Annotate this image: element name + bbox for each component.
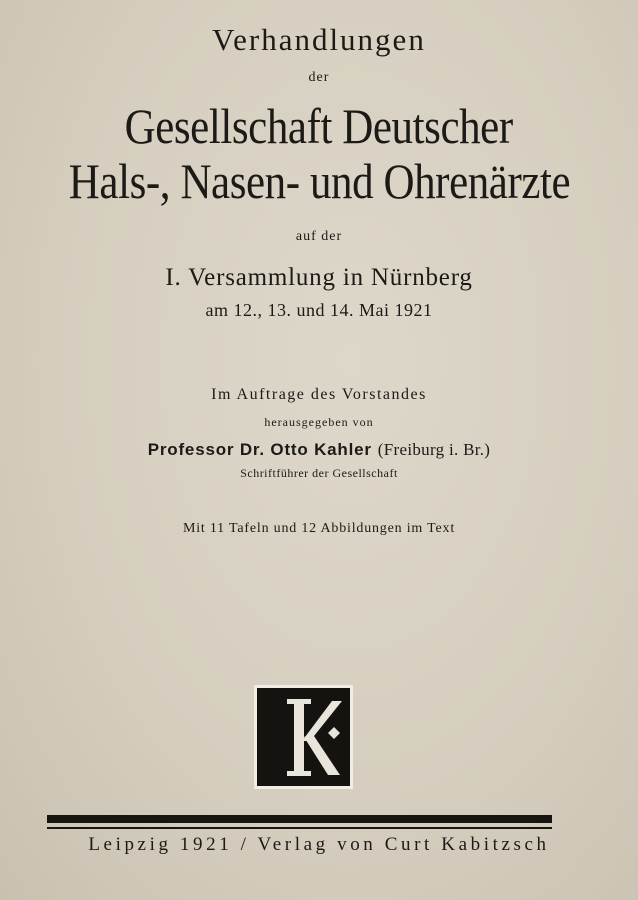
contents-note-line — [0, 521, 638, 537]
editor-place: (Freiburg i. Br.) — [377, 440, 491, 459]
imprint-line — [0, 834, 638, 856]
rule-thin — [47, 827, 552, 829]
publisher-logo-icon — [254, 685, 353, 789]
meeting-line — [0, 264, 638, 292]
edited-by-text: herausgegeben von — [264, 415, 374, 429]
editor-line — [0, 440, 638, 460]
heading-verhandlungen — [0, 22, 638, 58]
meeting-text: I. Versammlung in Nürnberg — [165, 264, 473, 291]
title-line-1 — [0, 97, 638, 155]
contents-note-text: Mit 11 Tafeln und 12 Abbildungen im Text — [182, 521, 456, 536]
title-line-2 — [0, 152, 638, 210]
heading-text: Verhandlungen — [212, 22, 426, 57]
title-text-1: Gesellschaft Deutscher — [124, 98, 514, 154]
commission-line — [0, 386, 638, 404]
connector-text: auf der — [295, 229, 343, 244]
editor-role-text: Schriftführer der Gesellschaft — [240, 466, 398, 480]
editor-name: Professor Dr. Otto Kahler — [147, 440, 372, 459]
connector-der — [0, 70, 638, 86]
connector-auf-der — [0, 229, 638, 245]
dates-line — [0, 300, 638, 321]
rule-thick — [47, 815, 552, 823]
dates-text: am 12., 13. und 14. Mai 1921 — [205, 300, 433, 320]
commission-text: Im Auftrage des Vorstandes — [211, 386, 427, 403]
imprint-text: Leipzig 1921 / Verlag von Curt Kabitzsch — [88, 834, 550, 855]
title-text-2: Hals-, Nasen- und Ohrenärzte — [68, 153, 570, 209]
editor-role-line — [0, 466, 638, 481]
edited-by-line — [0, 415, 638, 430]
connector-text: der — [308, 70, 330, 85]
